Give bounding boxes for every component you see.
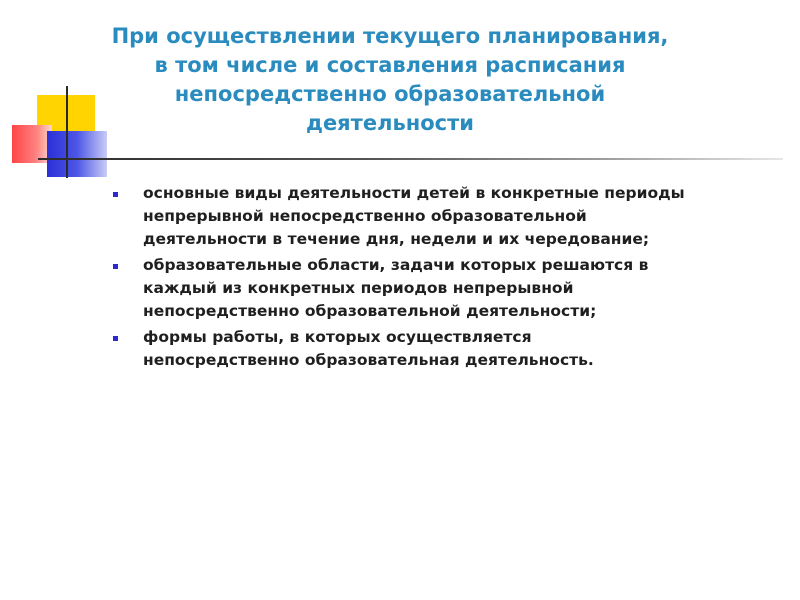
decorative-vertical-line <box>66 86 68 178</box>
bullet-text-line: непосредственно образовательной деятельности; <box>143 302 597 320</box>
bullet-text-line: формы работы, в которых осуществляется <box>143 328 532 346</box>
square-bullet-icon <box>113 336 118 341</box>
bullet-item <box>110 326 750 372</box>
bullet-item <box>110 254 750 323</box>
bullet-text-line: основные виды деятельности детей в конкретные периоды <box>143 184 685 202</box>
bullet-text-line: деятельности в течение дня, недели и их чередование; <box>143 230 650 248</box>
square-bullet-icon <box>113 192 118 197</box>
title-divider-line <box>38 158 783 160</box>
slide-title-line: непосредственно образовательной <box>174 82 606 106</box>
slide-title-line: в том числе и составления расписания <box>154 53 626 77</box>
slide-title-line: деятельности <box>305 111 475 135</box>
bullet-item <box>110 182 750 251</box>
slide-title-line: При осуществлении текущего планирования, <box>111 24 669 48</box>
bullet-text-line: образовательные области, задачи которых решаются в <box>143 256 649 274</box>
bullet-text-line: каждый из конкретных периодов непрерывной <box>143 279 574 297</box>
slide-title <box>100 22 680 138</box>
decorative-blue-square <box>47 131 107 177</box>
bullet-text-line: непрерывной непосредственно образовательной <box>143 207 587 225</box>
bullet-text-line: непосредственно образовательная деятельность. <box>143 351 594 369</box>
square-bullet-icon <box>113 264 118 269</box>
bullet-list <box>110 182 750 375</box>
